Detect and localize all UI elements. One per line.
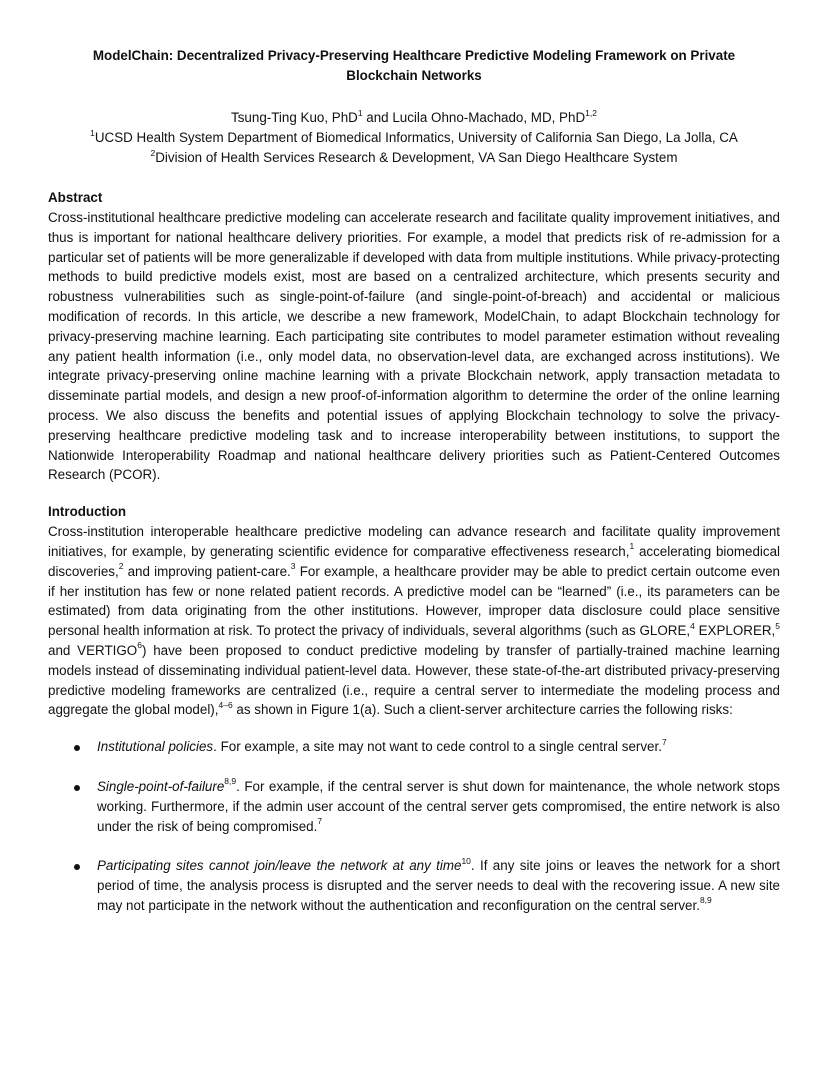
citation-mark: 6: [137, 640, 142, 651]
intro-run: For example, a healthcare provider may be able to predict certain outcome even if her institution has few or none related patient records. A predictive model can be “learned” (i.e., its parameters can be estimated) from data originating from the other institutions. However, improper data disclosure could place sensitive personal health information at risk. To protect the privacy of individuals, several algorithms (such as GLORE,: [48, 563, 780, 639]
author-block: [48, 108, 780, 168]
citation-mark: 3: [290, 561, 296, 572]
abstract-section: [48, 188, 780, 485]
risk-text: [97, 737, 780, 757]
author-names: [48, 108, 780, 128]
author-2: and Lucila Ohno-Machado, MD, PhD: [362, 110, 586, 125]
bullet-icon: [74, 864, 80, 870]
intro-run: and improving patient-care.: [123, 563, 291, 579]
affiliation-1: [48, 128, 780, 148]
affiliation-2-mark: 2: [150, 147, 156, 158]
list-item: [48, 777, 780, 836]
intro-run: accelerating biomedical discoveries,: [48, 543, 780, 579]
risk-list: [48, 737, 780, 916]
list-item: [48, 856, 780, 915]
intro-run: Cross-institution interoperable healthcare predictive modeling can advance research and facilitate quality improvement initiatives, for example, by generating scientific evidence for comparative effectiveness research,: [48, 524, 780, 559]
abstract-text: Cross-institutional healthcare predictive modeling can accelerate research and facilitate quality improvement initiatives, and thus is important for national healthcare delivery priorities. For example, a model that predicts risk of re-admission for a particular set of patients will be more generalizable if developed with data from multiple institutions. While privacy-protecting methods to build predictive models exist, most are based on a centralized architecture, which presents security and robustness vulnerabilities such as single-point-of-failure (and single-point-of-breach) and accidental or malicious modification of records. In this article, we describe a new framework, ModelChain, to adapt Blockchain technology for privacy-preserving machine learning. Each participating site contributes to model parameter estimation without revealing any patient health information (i.e., only model data, no observation-level data, are exchanged across institutions). We integrate privacy-preserving online machine learning with a private Blockchain network, apply transaction metadata to disseminate partial models, and design a new proof-of-information algorithm to determine the order of the online learning process. We also discuss the benefits and potential issues of applying Blockchain technology to solve the privacy-preserving healthcare predictive modeling task and to increase interoperability between institutions, to support the Nationwide Interoperability Roadmap and national healthcare delivery priorities such as Patient-Centered Outcomes Research (PCOR).: [48, 210, 780, 483]
citation-mark: 7: [317, 816, 323, 827]
author-1-affiliation-mark: 1: [357, 107, 363, 118]
intro-run: and VERTIGO: [48, 642, 138, 658]
citation-mark: 8,9: [699, 895, 712, 906]
introduction-heading: Introduction: [48, 504, 127, 520]
affiliation-1-mark: 1: [90, 127, 95, 138]
risk-text: [97, 777, 780, 836]
citation-mark: 4–6: [218, 699, 233, 710]
title-line-2: Blockchain Networks: [346, 68, 482, 83]
risk-lead: Participating sites cannot join/leave the network at any time: [97, 858, 462, 874]
risk-lead: Institutional policies: [97, 739, 214, 755]
citation-mark: 5: [775, 620, 781, 631]
bullet-icon: [74, 785, 80, 791]
citation-mark: 1: [629, 541, 635, 552]
risk-text: [97, 856, 780, 915]
affiliation-1-text: UCSD Health System Department of Biomedical Informatics, University of California San Diego, La Jolla, CA: [94, 130, 738, 145]
citation-mark: 8,9: [224, 776, 237, 787]
paper-title: [68, 46, 760, 86]
author-2-affiliation-mark: 1,2: [585, 107, 597, 118]
risk-body: . For example, a site may not want to cede control to a single central server.: [213, 739, 662, 755]
citation-mark: 4: [690, 620, 695, 631]
author-1: Tsung-Ting Kuo, PhD: [231, 110, 358, 125]
risk-lead: Single-point-of-failure: [97, 778, 225, 794]
intro-run: as shown in Figure 1(a). Such a client-server architecture carries the following risks:: [232, 702, 733, 718]
list-item: [48, 737, 780, 757]
abstract-heading: Abstract: [48, 190, 103, 205]
bullet-icon: [74, 745, 80, 751]
citation-mark: 7: [661, 736, 667, 747]
affiliation-2-text: Division of Health Services Research & Development, VA San Diego Healthcare System: [155, 150, 678, 165]
risk-body: . For example, if the central server is shut down for maintenance, the whole network stops working. Furthermore, if the admin user account of the central server gets compromised, the entire network is also under the risk of being compromised.: [97, 778, 780, 834]
introduction-section: [48, 502, 780, 720]
title-line-1: ModelChain: Decentralized Privacy-Preserving Healthcare Predictive Modeling Framework on Private: [92, 48, 736, 63]
citation-mark: 2: [118, 561, 124, 572]
intro-run: ) have been proposed to conduct predictive modeling by transfer of partially-trained machine learning models instead of disseminating individual patient-level data. However, these state-of-the-art distributed privacy-preserving predictive modeling frameworks are centralized (i.e., require a central server to intermediate the modeling process and aggregate the global model),: [48, 642, 781, 718]
introduction-text: [48, 522, 780, 720]
intro-run: EXPLORER,: [694, 623, 776, 639]
affiliation-2: [48, 148, 780, 168]
citation-mark: 10: [461, 855, 471, 866]
risk-body: . If any site joins or leaves the network for a short period of time, the analysis process is disrupted and the server needs to deal with the recovering issue. A new site may not participate in the network without the authentication and reconfiguration on the central server.: [97, 858, 780, 913]
